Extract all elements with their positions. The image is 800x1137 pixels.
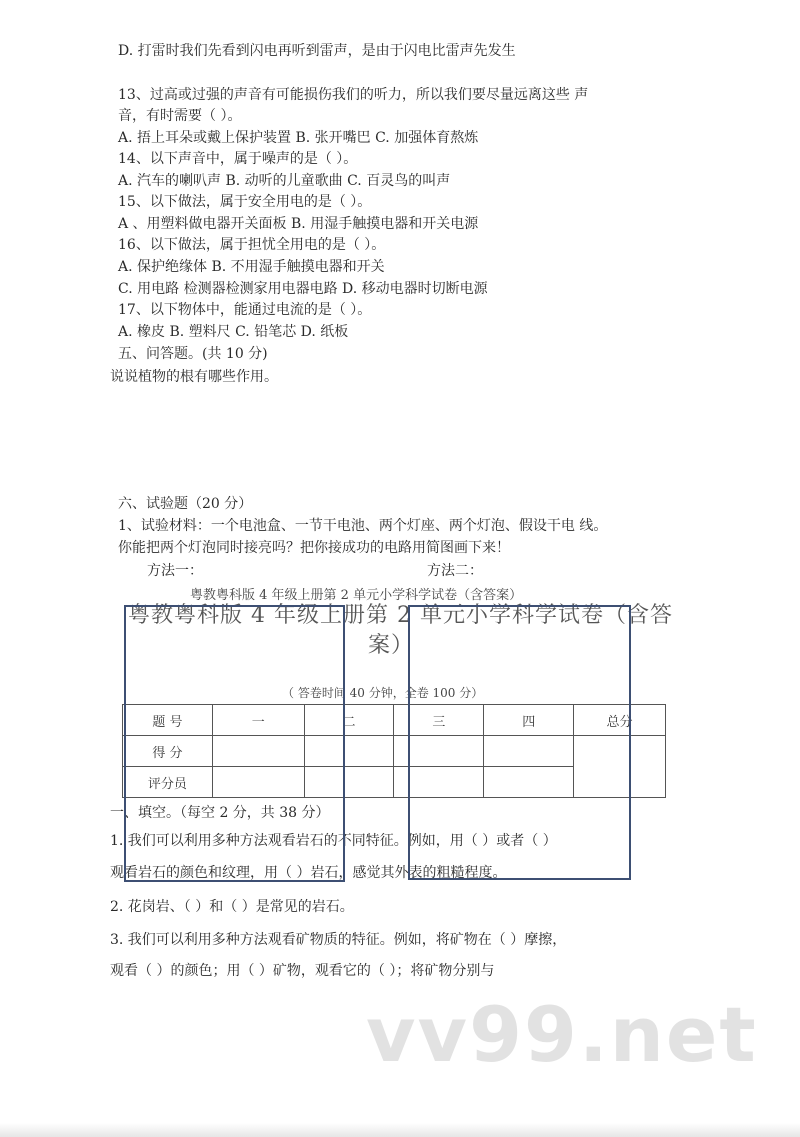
q15-options: A 、用塑料做电器开关面板 B. 用湿手触摸电器和开关电源 bbox=[118, 216, 479, 232]
exam-big-title-line1: 粤教粤科版 4 年级上册第 2 单元小学科学试卷（含答 bbox=[128, 603, 673, 628]
page-bottom-edge bbox=[0, 1123, 800, 1137]
method-two-drawing-box[interactable] bbox=[408, 605, 631, 880]
q15-question: 15、以下做法，属于安全用电的是（ ）。 bbox=[118, 194, 372, 210]
method-two-label: 方法二： bbox=[427, 563, 483, 579]
q17-options: A. 橡皮 B. 塑料尺 C. 铅笔芯 D. 纸板 bbox=[118, 324, 349, 340]
fill-q3-line1: 3. 我们可以利用多种方法观看矿物质的特征。例如，将矿物在（ ）摩擦， bbox=[110, 932, 567, 948]
table-row-label: 得 分 bbox=[123, 736, 213, 767]
fill-q1-line2: 观看岩石的颜色和纹理，用（ ）岩石，感觉其外表的粗糙程度。 bbox=[110, 865, 507, 881]
fill-q1-line1: 1. 我们可以利用多种方法观看岩石的不同特征。例如，用（ ）或者（ ） bbox=[110, 833, 557, 849]
watermark-text: vv99.net bbox=[366, 990, 758, 1079]
table-header-cell: 四 bbox=[484, 705, 574, 736]
exam-small-title: 粤教粤科版 4 年级上册第 2 单元小学科学试卷（含答案） bbox=[190, 588, 523, 603]
q14-options: A. 汽车的喇叭声 B. 动听的儿童歌曲 C. 百灵鸟的叫声 bbox=[118, 173, 451, 189]
q13-options: A. 捂上耳朵或戴上保护装置 B. 张开嘴巴 C. 加强体育熬炼 bbox=[118, 130, 479, 146]
q16-options-ab: A. 保护绝缘体 B. 不用湿手触摸电器和开关 bbox=[118, 259, 385, 275]
table-header-cell: 二 bbox=[304, 705, 394, 736]
exam-big-title-line2: 案） bbox=[368, 633, 415, 658]
fill-q2: 2. 花岗岩、（ ）和（ ）是常见的岩石。 bbox=[110, 899, 354, 915]
fill-section-heading: 一、填空。（每空 2 分，共 38 分） bbox=[110, 805, 330, 821]
fill-q3-line2: 观看（ ）的颜色；用（ ）矿物，观看它的（ ）；将矿物分别与 bbox=[110, 963, 495, 979]
table-row-label: 评分员 bbox=[123, 767, 213, 798]
table-header-cell: 题 号 bbox=[123, 705, 213, 736]
section6-q1-line2: 你能把两个灯泡同时接亮吗？把你接成功的电路用简图画下来！ bbox=[118, 540, 510, 556]
table-header-cell: 三 bbox=[394, 705, 484, 736]
q13-line1: 13、过高或过强的声音有可能损伤我们的听力，所以我们要尽量远离这些 声 bbox=[118, 87, 589, 103]
table-header-cell: 总分 bbox=[574, 705, 666, 736]
section5-question: 说说植物的根有哪些作用。 bbox=[110, 369, 278, 385]
q16-options-cd: C. 用电路 检测器检测家用电器电路 D. 移动电器时切断电源 bbox=[118, 281, 488, 297]
section5-heading: 五、问答题。(共 10 分) bbox=[118, 346, 268, 362]
q12-option-d: D. 打雷时我们先看到闪电再听到雷声，是由于闪电比雷声先发生 bbox=[118, 43, 516, 59]
section6-heading: 六、试验题（20 分） bbox=[118, 496, 253, 512]
q17-question: 17、以下物体中，能通过电流的是（ ）。 bbox=[118, 302, 372, 318]
exam-time-info: （ 答卷时间 40 分钟，全卷 100 分） bbox=[282, 686, 484, 700]
method-one-label: 方法一： bbox=[147, 563, 203, 579]
q16-question: 16、以下做法，属于担忧全用电的是（ ）。 bbox=[118, 237, 386, 253]
q13-line2: 音，有时需要（ ）。 bbox=[118, 108, 242, 124]
table-header-cell: 一 bbox=[212, 705, 304, 736]
method-one-drawing-box[interactable] bbox=[124, 605, 345, 882]
section6-q1-line1: 1、试验材料：一个电池盒、一节干电池、两个灯座、两个灯泡、假设干电 线。 bbox=[118, 518, 608, 534]
q14-question: 14、以下声音中，属于噪声的是（ ）。 bbox=[118, 151, 358, 167]
